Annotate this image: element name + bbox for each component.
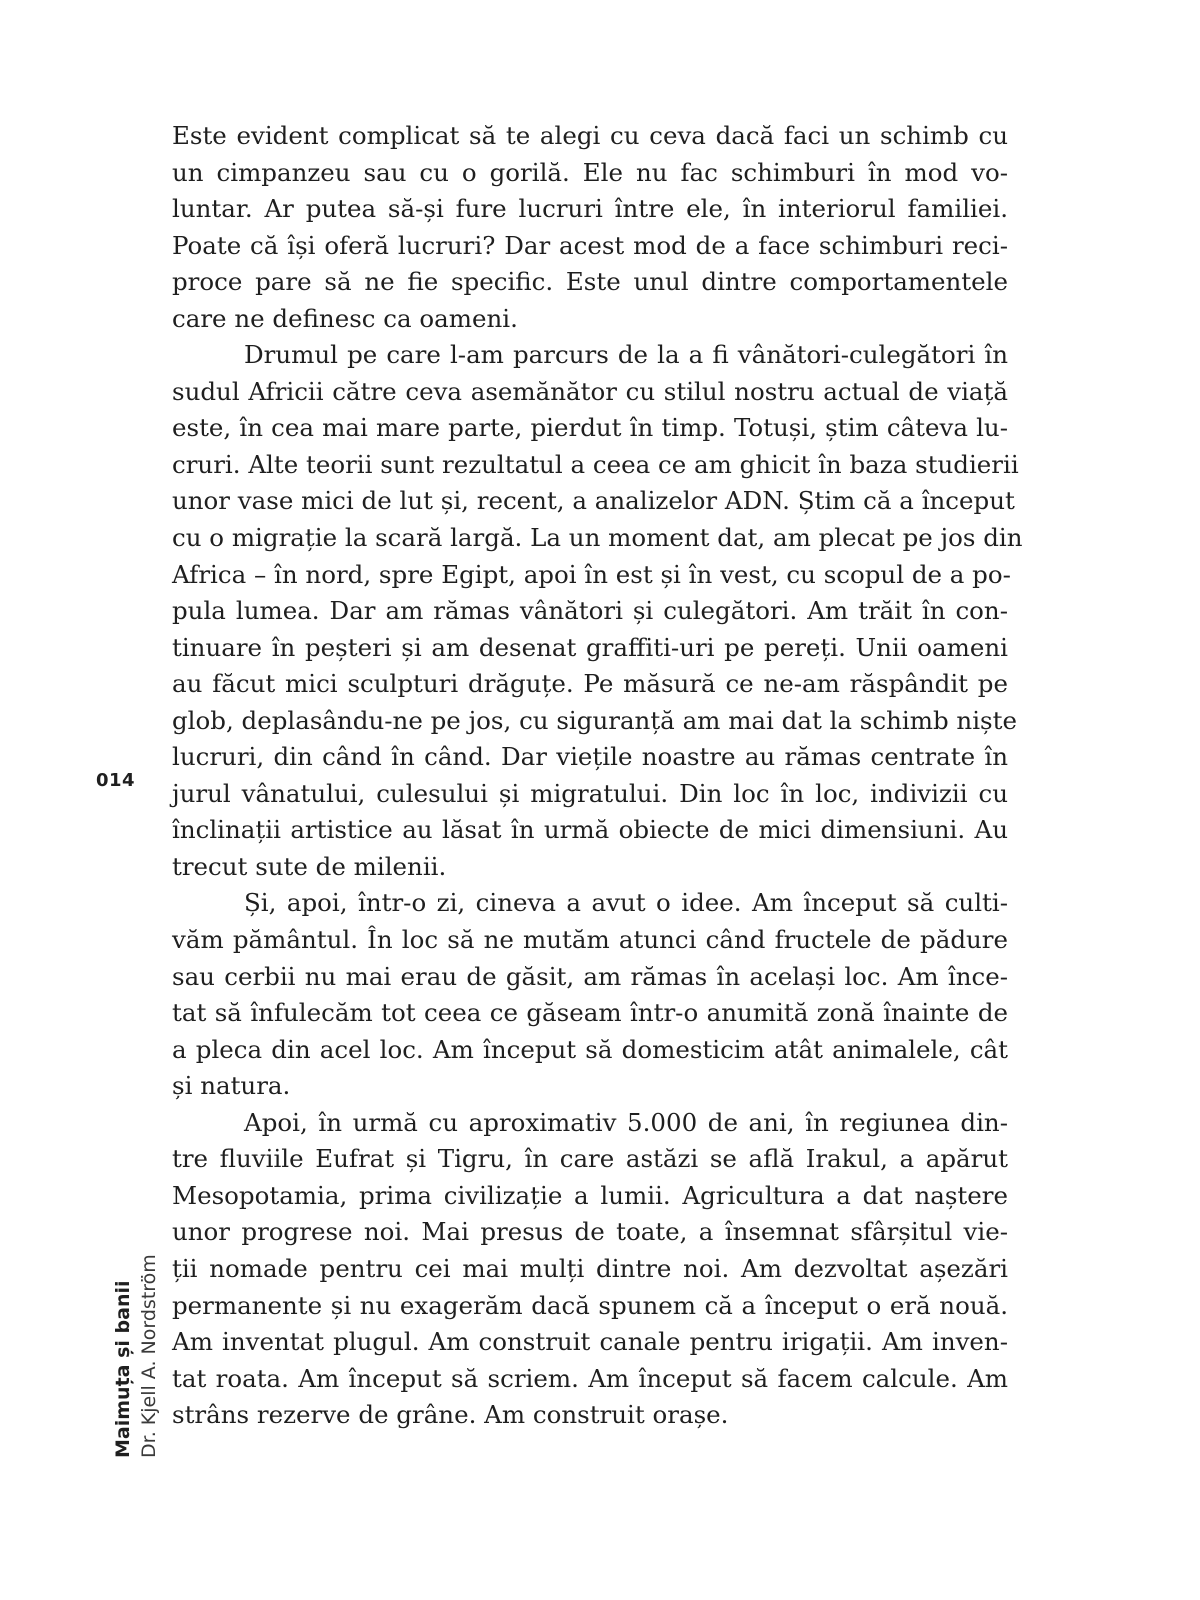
- text-line: tat să înfulecăm tot ceea ce găseam într-o anumită zonă înainte de: [172, 998, 1008, 1028]
- text-line: cu o migrație la scară largă. La un moment dat, am plecat pe jos din: [172, 523, 1023, 553]
- text-line: proce pare să ne fie specific. Este unul dintre comportamentele: [172, 267, 1008, 297]
- text-line: sau cerbii nu mai erau de găsit, am rămas în același loc. Am înce-: [172, 961, 1008, 991]
- text-line: un cimpanzeu sau cu o gorilă. Ele nu fac schimburi în mod vo-: [172, 157, 1008, 187]
- text-line: strâns rezerve de grâne. Am construit orașe.: [172, 1400, 729, 1430]
- text-line: văm pământul. În loc să ne mutăm atunci când fructele de pădure: [172, 925, 1008, 955]
- running-footer: [110, 1254, 162, 1458]
- text-line: a pleca din acel loc. Am început să domesticim atât animalele, cât: [172, 1034, 1008, 1064]
- text-line: care ne definesc ca oameni.: [172, 303, 518, 333]
- paragraph-start-line: Drumul pe care l-am parcurs de la a fi vânători-culegători în: [244, 340, 1008, 370]
- text-line: unor progrese noi. Mai presus de toate, a însemnat sfârșitul vie-: [172, 1217, 1008, 1247]
- text-line: și natura.: [172, 1071, 291, 1101]
- text-line: luntar. Ar putea să-și fure lucruri între ele, în interiorul familiei.: [172, 194, 1008, 224]
- text-line: ții nomade pentru cei mai mulți dintre noi. Am dezvoltat așezări: [172, 1253, 1008, 1283]
- text-line: jurul vânatului, culesului și migratului. Din loc în loc, indivizii cu: [172, 778, 1008, 808]
- author-name: Dr. Kjell A. Nordström: [138, 1254, 160, 1458]
- text-line: lucruri, din când în când. Dar viețile noastre au rămas centrate în: [172, 742, 1008, 772]
- text-line: Poate că își oferă lucruri? Dar acest mod de a face schimburi reci-: [172, 230, 1008, 260]
- text-line: tre fluviile Eufrat și Tigru, în care astăzi se află Irakul, a apărut: [172, 1144, 1008, 1174]
- text-line: sudul Africii către ceva asemănător cu stilul nostru actual de viață: [172, 376, 1008, 406]
- body-text: [172, 118, 1023, 1434]
- text-line: Este evident complicat să te alegi cu ceva dacă faci un schimb cu: [172, 121, 1008, 150]
- text-line: este, în cea mai mare parte, pierdut în timp. Totuși, știm câteva lu-: [172, 413, 1008, 443]
- text-line: înclinații artistice au lăsat în urmă obiecte de mici dimensiuni. Au: [172, 815, 1008, 845]
- book-title: Maimuța și banii: [112, 1280, 134, 1458]
- page-number: 014: [96, 770, 136, 791]
- paragraph-start-line: Și, apoi, într-o zi, cineva a avut o idee. Am început să culti-: [244, 888, 1008, 918]
- text-line: Am inventat plugul. Am construit canale pentru irigații. Am inven-: [172, 1327, 1008, 1357]
- paragraph-start-line: Apoi, în urmă cu aproximativ 5.000 de ani, în regiunea din-: [244, 1107, 1008, 1137]
- text-line: trecut sute de milenii.: [172, 851, 447, 881]
- text-line: cruri. Alte teorii sunt rezultatul a ceea ce am ghicit în baza studierii: [172, 449, 1019, 479]
- text-line: Mesopotamia, prima civilizație a lumii. Agricultura a dat naștere: [172, 1180, 1008, 1210]
- text-line: glob, deplasându-ne pe jos, cu siguranță am mai dat la schimb niște: [172, 705, 1017, 735]
- text-line: au făcut mici sculpturi drăguțe. Pe măsură ce ne-am răspândit pe: [172, 669, 1008, 699]
- text-line: pula lumea. Dar am rămas vânători și culegători. Am trăit în con-: [172, 596, 1008, 626]
- text-line: unor vase mici de lut și, recent, a analizelor ADN. Știm că a început: [172, 486, 1015, 516]
- text-line: Africa – în nord, spre Egipt, apoi în est și în vest, cu scopul de a po-: [172, 559, 1011, 589]
- text-line: permanente și nu exagerăm dacă spunem că a început o eră nouă.: [172, 1290, 1008, 1320]
- text-line: tinuare în peșteri și am desenat graffiti-uri pe pereți. Unii oameni: [172, 632, 1008, 662]
- text-line: tat roata. Am început să scriem. Am început să facem calcule. Am: [172, 1363, 1008, 1393]
